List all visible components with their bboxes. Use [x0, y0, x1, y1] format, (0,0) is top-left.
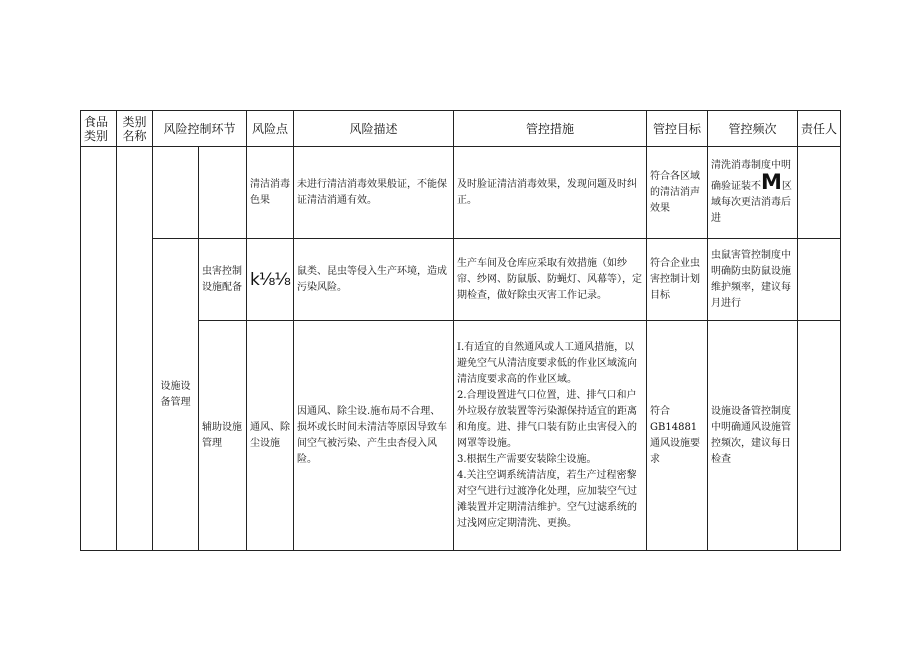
measure-item-2: 2.合理设置进气口位置，进、排气口和户外垃圾存放装置等污染源保持适宜的距离和角度。进、排气口装有防止虫害侵入的网罩等设施。	[457, 389, 638, 449]
frequency-text-a: 清洗消毒制度中明确验证装不	[711, 160, 792, 192]
target-text-a: 符合	[650, 405, 671, 417]
control-measures-pest: 生产车间及仓库应采取有效措施（如纱帘、纱网、防鼠版、防蝇灯、风幕等），定期检查，做好除虫灭害工作记录。	[454, 239, 647, 321]
header-risk-point: 风险点	[247, 111, 294, 147]
frequency-text-b: 区域每次更洁消毒后进	[711, 181, 792, 224]
control-measures-cleaning: 及时脸证清洁消毒效果，发现问题及时纠正。	[454, 147, 647, 239]
measure-item-4: 4.关注空调系统清洁度，若生产过程密黎对空气进行过渡净化处理，应加装空气过滩装置并定期清洁维护。空气过滤系统的过浅网应定期清洗、更换。	[457, 469, 638, 529]
control-target-cleaning: 符合各区域的清洁消声效果	[647, 147, 708, 239]
food-category-cell	[81, 147, 117, 551]
risk-point-pest-glyph: k⅛⅛	[247, 239, 294, 321]
header-row	[81, 111, 841, 147]
control-target-pest: 符合企业虫害控制计划目标	[647, 239, 708, 321]
risk-point-ventilation: 通风、除尘设施	[247, 321, 294, 551]
responsible-ventilation	[798, 321, 841, 551]
risk-control-table	[80, 110, 841, 551]
frequency-glyph-m: M	[761, 170, 782, 194]
header-control-measures: 管控措施	[454, 111, 647, 147]
risk-description-ventilation: 因通风、除尘设.施布局不合理、损坏或长时间未清洁等原因导致车间空气被污染、产生虫杏侵入风险。	[294, 321, 454, 551]
control-frequency-pest: 虫鼠害管控制度中明确防虫防鼠设施维护频率，建议每月进行	[708, 239, 798, 321]
subsection-aux-facilities: 辅助设施管理	[199, 321, 247, 551]
risk-point-cleaning: 清洁消毒色果	[247, 147, 294, 239]
section-facility-management: 设施设备管理	[153, 239, 199, 551]
table-row-cleaning	[81, 147, 841, 239]
measure-item-3: 3.根据生产需要安装除尘设施。	[457, 453, 597, 465]
header-control-frequency: 管控频次	[708, 111, 798, 147]
risk-description-pest: 鼠类、昆虫等侵入生产环境，造成污染风险。	[294, 239, 454, 321]
category-name-cell	[117, 147, 153, 551]
control-measures-ventilation	[454, 321, 647, 551]
measure-item-1: I.有适宜的自然通风或人工通风措施，以避免空气从清洁度要求低的作业区域流向清洁度要求高的作业区域。	[457, 341, 638, 385]
header-category-name: 类别名称	[117, 111, 153, 147]
header-control-target: 管控目标	[647, 111, 708, 147]
control-frequency-cleaning	[708, 147, 798, 239]
header-food-category: 食品类别	[81, 111, 117, 147]
table-row-pest-control	[81, 239, 841, 321]
responsible-pest	[798, 239, 841, 321]
section-cell-top	[153, 147, 199, 239]
control-target-ventilation	[647, 321, 708, 551]
risk-description-cleaning: 未进行清洁消毒效果般证，不能保证清洁消通有效。	[294, 147, 454, 239]
target-text-b: GB14881通风设施要求	[650, 421, 701, 465]
subsection-cell-top	[199, 147, 247, 239]
subsection-pest-control: 虫害控制设施配备	[199, 239, 247, 321]
responsible-cleaning	[798, 147, 841, 239]
header-responsible: 责任人	[798, 111, 841, 147]
header-risk-control-link: 风险控制环节	[153, 111, 247, 147]
header-risk-description: 风险描述	[294, 111, 454, 147]
control-frequency-ventilation: 设施设备管控制度中明确通风设施管控频次，建议每日检查	[708, 321, 798, 551]
